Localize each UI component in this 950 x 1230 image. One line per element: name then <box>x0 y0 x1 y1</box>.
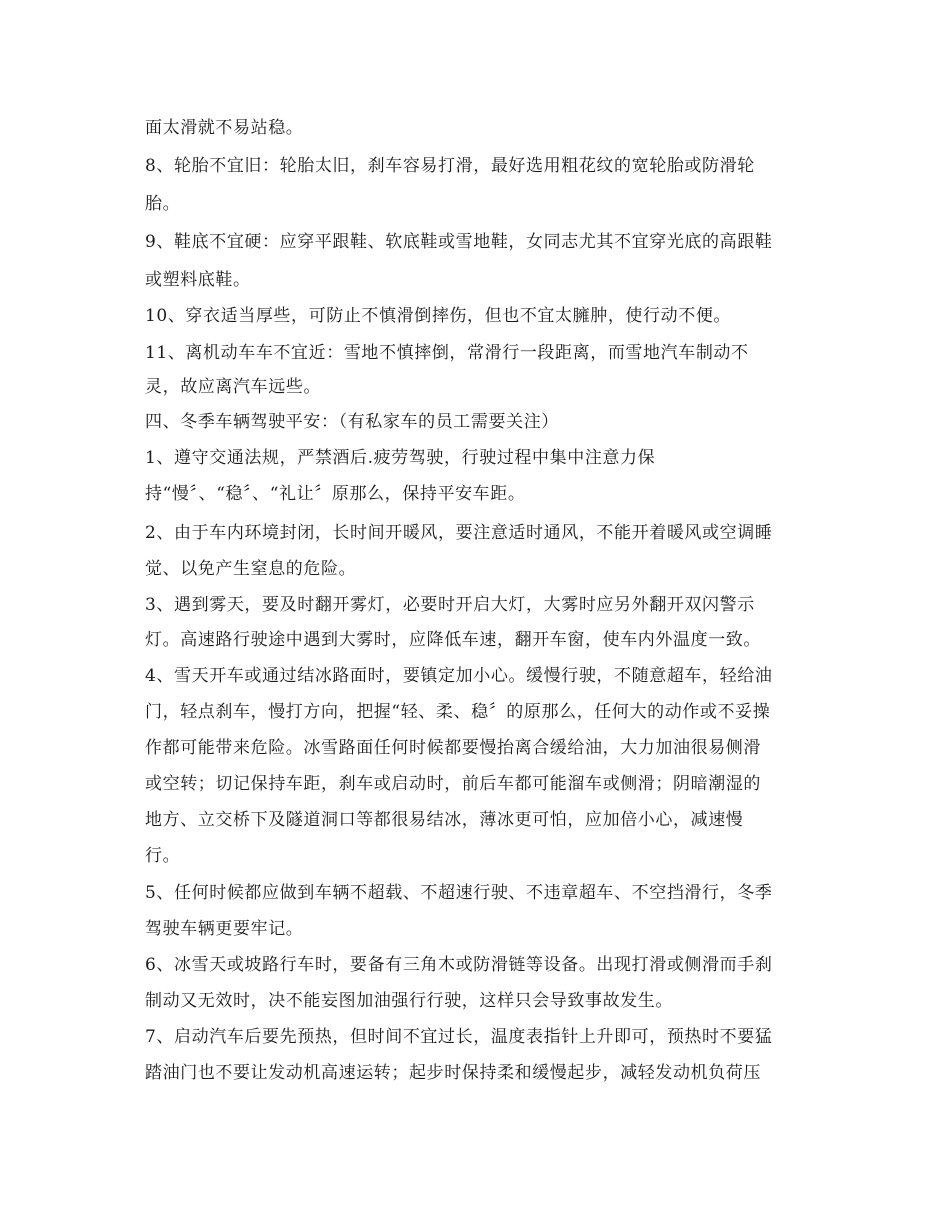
text-line: 7、启动汽车后要先预热，但时间不宜过长，温度表指针上升即可，预热时不要猛 <box>145 1027 773 1047</box>
text-line: 5、任何时候都应做到车辆不超载、不超速行驶、不违章超车、不空挡滑行，冬季 <box>145 883 773 903</box>
text-line: 地方、立交桥下及隧道洞口等都很易结冰，薄冰更可怕，应加倍小心，减速慢 <box>145 810 744 830</box>
text-line: 9、鞋底不宜硬：应穿平跟鞋、软底鞋或雪地鞋，女同志尤其不宜穿光底的高跟鞋 <box>145 232 773 252</box>
text-line: 持“慢〞、“稳〞、“礼让〞原那么，保持平安车距。 <box>145 484 526 504</box>
text-line: 胎。 <box>145 194 181 214</box>
text-line: 或空转；切记保持车距，刹车或启动时，前后车都可能溜车或侧滑；阴暗潮湿的 <box>145 774 761 794</box>
text-line: 灯。高速路行驶途中遇到大雾时，应降低车速，翻开车窗，使车内外温度一致。 <box>145 630 761 650</box>
text-line: 制动又无效时，决不能妄图加油强行行驶，这样只会导致事故发生。 <box>145 991 673 1011</box>
text-line: 踏油门也不要让发动机高速运转；起步时保持柔和缓慢起步，减轻发动机负荷压 <box>145 1063 761 1083</box>
text-line: 11、离机动车车不宜近：雪地不慎摔倒，常滑行一段距离，而雪地汽车制动不 <box>145 343 749 363</box>
text-line: 面太滑就不易站稳。 <box>145 118 304 138</box>
text-line: 或塑料底鞋。 <box>145 270 251 290</box>
text-line: 3、遇到雾天，要及时翻开雾灯，必要时开启大灯，大雾时应另外翻开双闪警示 <box>145 595 755 615</box>
text-line: 2、由于车内环境封闭，长时间开暖风，要注意适时通风，不能开着暖风或空调睡 <box>145 523 773 543</box>
text-line: 觉、以免产生窒息的危险。 <box>145 559 357 579</box>
text-line: 门，轻点刹车，慢打方向，把握“轻、柔、稳〞的原那么，任何大的动作或不妥操 <box>145 702 771 722</box>
text-line: 行。 <box>145 846 181 866</box>
section-heading: 四、冬季车辆驾驶平安：（有私家车的员工需要关注） <box>145 412 559 432</box>
text-line: 10、穿衣适当厚些，可防止不慎滑倒摔伤，但也不宜太臃肿，使行动不便。 <box>145 306 732 326</box>
text-line: 4、雪天开车或通过结冰路面时，要镇定加小心。缓慢行驶，不随意超车，轻给油 <box>145 666 773 686</box>
text-line: 6、冰雪天或坡路行车时，要备有三角木或防滑链等设备。出现打滑或侧滑而手刹 <box>145 955 773 975</box>
text-line: 作都可能带来危险。冰雪路面任何时候都要慢抬离合缓给油，大力加油很易侧滑 <box>145 738 761 758</box>
text-line: 驾驶车辆更要牢记。 <box>145 919 304 939</box>
text-line: 1、遵守交通法规，严禁酒后.疲劳驾驶，行驶过程中集中注意力保 <box>145 448 656 468</box>
text-line: 8、轮胎不宜旧：轮胎太旧，刹车容易打滑，最好选用粗花纹的宽轮胎或防滑轮 <box>145 156 755 176</box>
text-line: 灵，故应离汽车远些。 <box>145 377 321 397</box>
